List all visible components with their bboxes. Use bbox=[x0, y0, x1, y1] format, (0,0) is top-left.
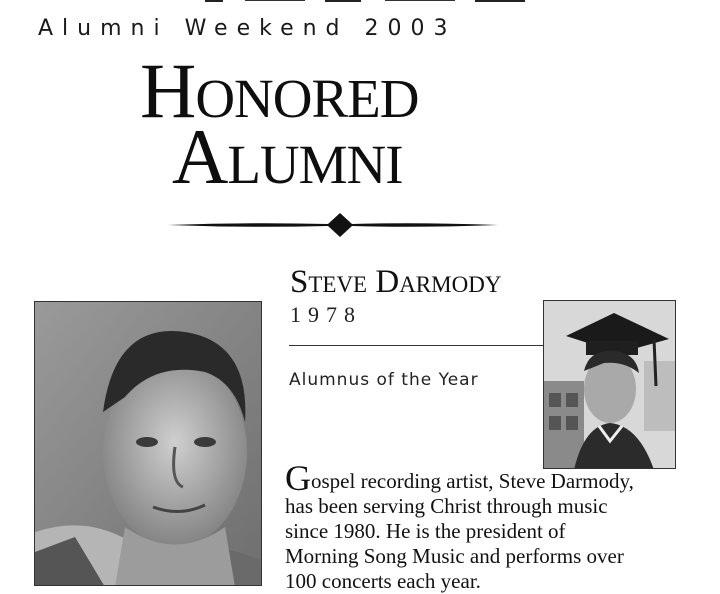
decorative-divider bbox=[168, 210, 498, 240]
bio-line: ospel recording artist, Steve Darmody, bbox=[311, 469, 634, 493]
award-title: Alumnus of the Year bbox=[289, 370, 479, 390]
class-year: 1978 bbox=[290, 302, 362, 327]
headline-line-2: Alumni bbox=[172, 113, 403, 200]
portrait-photo bbox=[34, 301, 262, 586]
biography-text bbox=[285, 458, 705, 594]
bio-line: Morning Song Music and performs over bbox=[285, 544, 624, 568]
honoree-name: Steve Darmody bbox=[290, 264, 502, 300]
bio-line: has been serving Christ through music bbox=[285, 494, 608, 518]
bio-line: since 1980. He is the president of bbox=[285, 519, 566, 543]
event-title: Alumni Weekend 2003 bbox=[38, 16, 457, 41]
bio-drop-cap: G bbox=[285, 458, 311, 498]
top-cutoff-artwork bbox=[205, 0, 545, 6]
headline-line-1: Honored bbox=[140, 47, 419, 134]
bio-line: 100 concerts each year. bbox=[285, 569, 481, 593]
graduation-photo bbox=[543, 300, 676, 469]
divider-rule bbox=[289, 345, 544, 346]
